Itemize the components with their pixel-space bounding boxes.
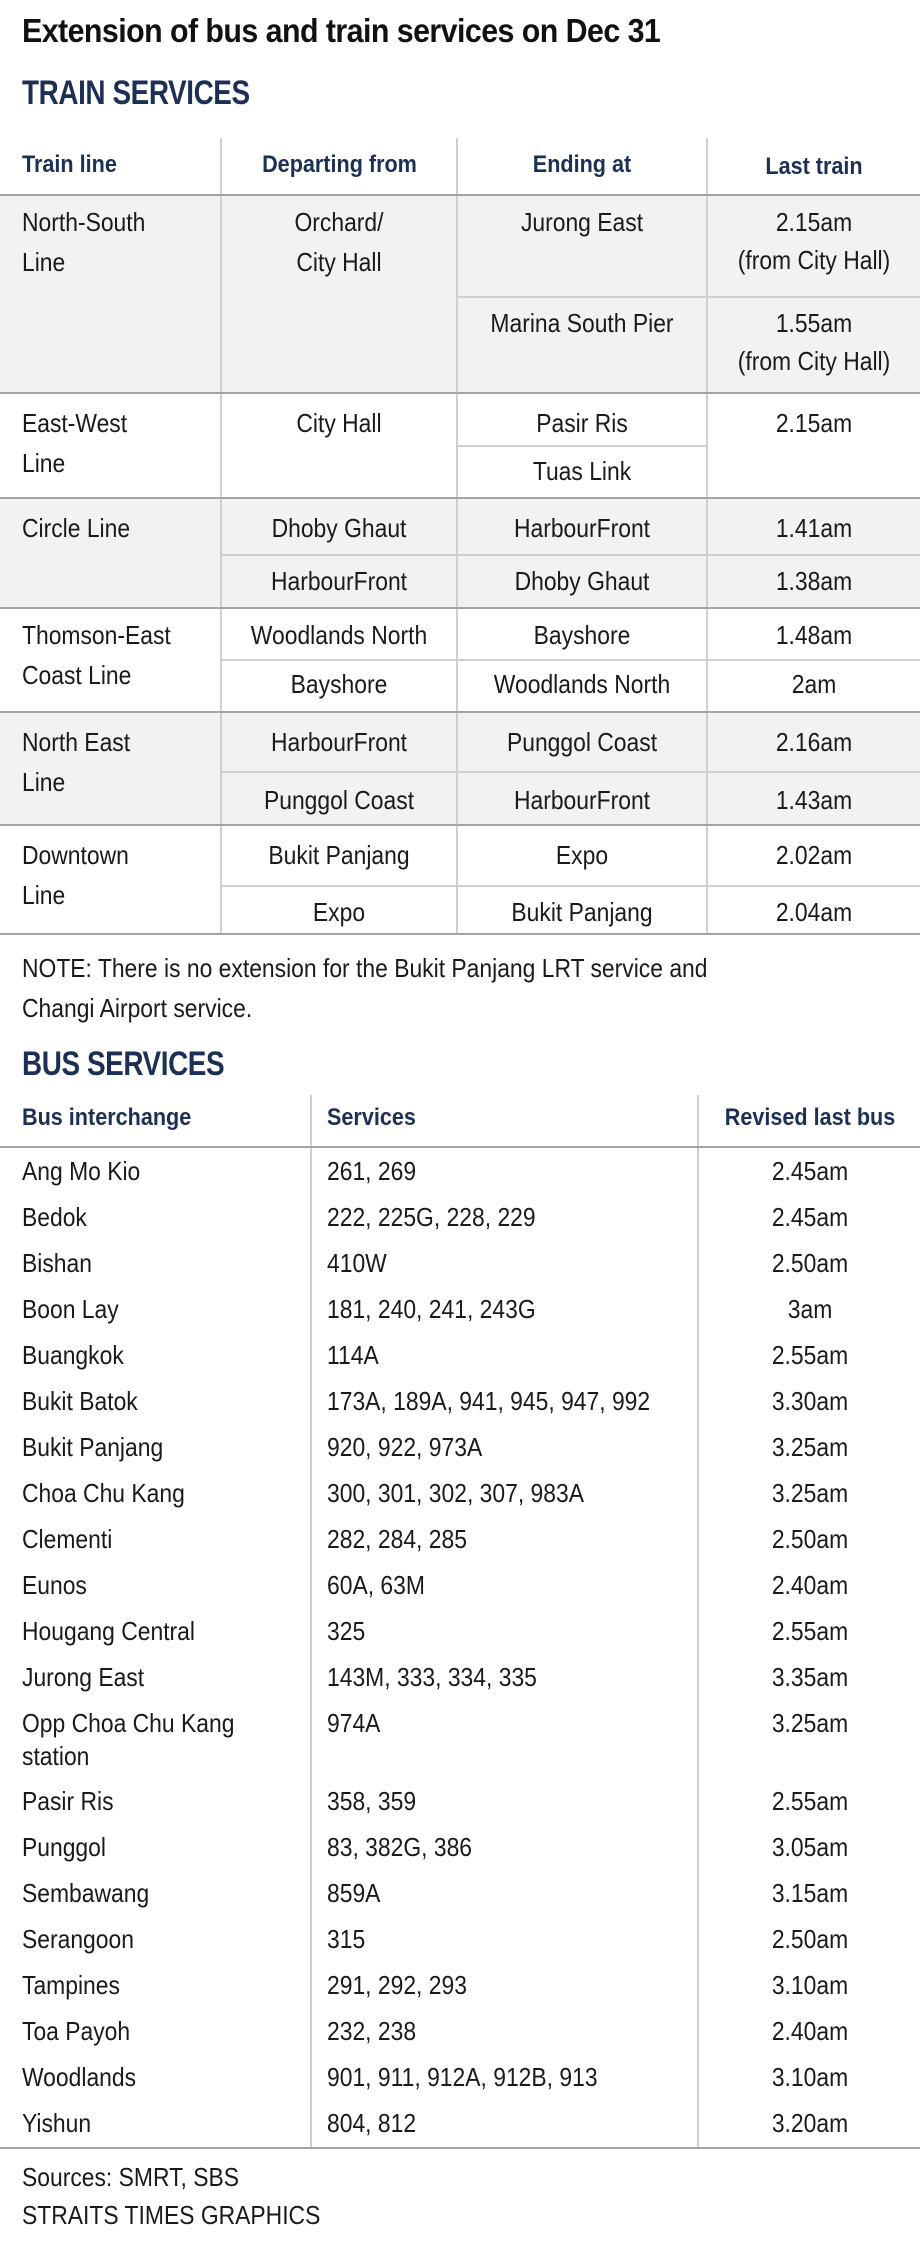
sub-rule bbox=[221, 771, 920, 773]
bus-services: 315 bbox=[327, 1924, 366, 1954]
revised-last-bus: 3.15am bbox=[771, 1878, 849, 1908]
bus-interchange: Bishan bbox=[22, 1248, 92, 1278]
bus-interchange: Boon Lay bbox=[22, 1294, 119, 1324]
bus-interchange: Tampines bbox=[22, 1970, 120, 2000]
last-train-note: (from City Hall) bbox=[737, 245, 891, 275]
revised-last-bus: 2.50am bbox=[771, 1248, 849, 1278]
bus-services: 325 bbox=[327, 1616, 366, 1646]
bus-interchange: Ang Mo Kio bbox=[22, 1156, 141, 1186]
bus-interchange: Choa Chu Kang bbox=[22, 1478, 185, 1508]
bus-services: 291, 292, 293 bbox=[327, 1970, 467, 2000]
train-line-name: Circle Line bbox=[22, 513, 131, 543]
revised-last-bus: 2.55am bbox=[771, 1616, 849, 1646]
bus-interchange: Punggol bbox=[22, 1832, 106, 1862]
ending-at: Bukit Panjang bbox=[511, 897, 653, 927]
revised-last-bus: 2.55am bbox=[771, 1786, 849, 1816]
revised-last-bus: 3.30am bbox=[771, 1386, 849, 1416]
header-rule bbox=[0, 194, 920, 196]
revised-last-bus: 3.35am bbox=[771, 1662, 849, 1692]
train-line-name: Line bbox=[22, 448, 66, 478]
sub-rule bbox=[457, 445, 706, 447]
train-note: Changi Airport service. bbox=[22, 993, 253, 1023]
train-line-name: Line bbox=[22, 247, 66, 277]
header-last-train: Last train bbox=[765, 153, 863, 180]
group-rule bbox=[0, 824, 920, 826]
bus-services: 261, 269 bbox=[327, 1156, 417, 1186]
bus-services: 410W bbox=[327, 1248, 387, 1278]
train-line-name: Downtown bbox=[22, 840, 129, 870]
revised-last-bus: 3.25am bbox=[771, 1432, 849, 1462]
revised-last-bus: 3am bbox=[787, 1294, 833, 1324]
bus-interchange: Toa Payoh bbox=[22, 2016, 131, 2046]
ending-at: HarbourFront bbox=[513, 513, 651, 543]
departing-from: HarbourFront bbox=[270, 566, 408, 596]
departing-from: HarbourFront bbox=[270, 727, 408, 757]
group-rule bbox=[0, 392, 920, 394]
sources: Sources: SMRT, SBS bbox=[22, 2162, 240, 2192]
bus-interchange: Serangoon bbox=[22, 1924, 134, 1954]
revised-last-bus: 2.50am bbox=[771, 1924, 849, 1954]
revised-last-bus: 3.25am bbox=[771, 1478, 849, 1508]
ending-at: Expo bbox=[555, 840, 609, 870]
col-divider bbox=[697, 1095, 699, 2148]
departing-from: Punggol Coast bbox=[263, 785, 415, 815]
bus-services: 181, 240, 241, 243G bbox=[327, 1294, 536, 1324]
bus-interchange: station bbox=[22, 1741, 90, 1771]
last-train: 1.55am bbox=[775, 308, 853, 338]
departing-from: Expo bbox=[312, 897, 366, 927]
revised-last-bus: 2.40am bbox=[771, 2016, 849, 2046]
group-rule bbox=[0, 497, 920, 499]
last-train: 2am bbox=[791, 669, 837, 699]
revised-last-bus: 3.05am bbox=[771, 1832, 849, 1862]
bus-interchange: Bukit Batok bbox=[22, 1386, 138, 1416]
col-divider bbox=[706, 138, 708, 935]
bus-services: 859A bbox=[327, 1878, 381, 1908]
bus-services: 143M, 333, 334, 335 bbox=[327, 1662, 537, 1692]
header-services: Services bbox=[327, 1104, 416, 1131]
bus-services: 83, 382G, 386 bbox=[327, 1832, 473, 1862]
bus-services: 114A bbox=[327, 1340, 379, 1370]
last-train: 2.15am bbox=[775, 207, 853, 237]
bus-services: 804, 812 bbox=[327, 2108, 417, 2138]
train-note: NOTE: There is no extension for the Bukit Panjang LRT service and bbox=[22, 953, 708, 983]
table-bottom-rule bbox=[0, 933, 920, 935]
bus-interchange: Woodlands bbox=[22, 2062, 137, 2092]
bus-services: 901, 911, 912A, 912B, 913 bbox=[327, 2062, 598, 2092]
bus-interchange: Pasir Ris bbox=[22, 1786, 114, 1816]
train-line-name: Thomson-East bbox=[22, 620, 171, 650]
last-train: 2.02am bbox=[775, 840, 853, 870]
ending-at: Tuas Link bbox=[532, 456, 632, 486]
revised-last-bus: 3.10am bbox=[771, 1970, 849, 2000]
bus-interchange: Bedok bbox=[22, 1202, 87, 1232]
credit: STRAITS TIMES GRAPHICS bbox=[22, 2200, 321, 2230]
col-divider bbox=[310, 1095, 312, 2148]
bus-services: 222, 225G, 228, 229 bbox=[327, 1202, 536, 1232]
bus-services: 974A bbox=[327, 1708, 381, 1738]
bus-interchange: Jurong East bbox=[22, 1662, 145, 1692]
bus-interchange: Eunos bbox=[22, 1570, 87, 1600]
ending-at: Pasir Ris bbox=[536, 408, 628, 438]
revised-last-bus: 2.45am bbox=[771, 1156, 849, 1186]
last-train: 2.15am bbox=[775, 408, 853, 438]
header-departing-from: Departing from bbox=[262, 151, 417, 178]
train-line-name: Line bbox=[22, 767, 66, 797]
header-train-line: Train line bbox=[22, 151, 117, 178]
train-line-name: Line bbox=[22, 880, 66, 910]
departing-from: Woodlands North bbox=[250, 620, 428, 650]
train-line-name: North-South bbox=[22, 207, 146, 237]
bus-interchange: Sembawang bbox=[22, 1878, 150, 1908]
departing-from: City Hall bbox=[296, 408, 382, 438]
bus-interchange: Yishun bbox=[22, 2108, 92, 2138]
revised-last-bus: 3.25am bbox=[771, 1708, 849, 1738]
train-line-name: Coast Line bbox=[22, 660, 132, 690]
revised-last-bus: 2.40am bbox=[771, 1570, 849, 1600]
last-train: 2.16am bbox=[775, 727, 853, 757]
departing-from: Bayshore bbox=[290, 669, 388, 699]
train-line-name: North East bbox=[22, 727, 131, 757]
bus-services: 920, 922, 973A bbox=[327, 1432, 483, 1462]
departing-from: Dhoby Ghaut bbox=[271, 513, 407, 543]
table-bottom-rule bbox=[0, 2147, 920, 2149]
bus-interchange: Hougang Central bbox=[22, 1616, 195, 1646]
ending-at: HarbourFront bbox=[513, 785, 651, 815]
revised-last-bus: 3.20am bbox=[771, 2108, 849, 2138]
header-revised-last-bus: Revised last bus bbox=[724, 1104, 896, 1131]
last-train: 2.04am bbox=[775, 897, 853, 927]
departing-from: Bukit Panjang bbox=[268, 840, 410, 870]
bus-services: 173A, 189A, 941, 945, 947, 992 bbox=[327, 1386, 651, 1416]
bus-services: 232, 238 bbox=[327, 2016, 417, 2046]
sub-rule bbox=[457, 296, 920, 298]
bus-interchange: Opp Choa Chu Kang bbox=[22, 1708, 235, 1738]
bus-services: 60A, 63M bbox=[327, 1570, 425, 1600]
bus-interchange: Bukit Panjang bbox=[22, 1432, 164, 1462]
bus-services: 358, 359 bbox=[327, 1786, 417, 1816]
revised-last-bus: 2.50am bbox=[771, 1524, 849, 1554]
sub-rule bbox=[221, 554, 920, 556]
last-train: 1.48am bbox=[775, 620, 853, 650]
train-section-title: TRAIN SERVICES bbox=[22, 74, 250, 112]
bus-interchange: Buangkok bbox=[22, 1340, 124, 1370]
last-train: 1.41am bbox=[775, 513, 853, 543]
bus-services: 282, 284, 285 bbox=[327, 1524, 467, 1554]
ending-at: Punggol Coast bbox=[506, 727, 658, 757]
last-train: 1.38am bbox=[775, 566, 853, 596]
revised-last-bus: 2.55am bbox=[771, 1340, 849, 1370]
last-train-note: (from City Hall) bbox=[737, 346, 891, 376]
header-ending-at: Ending at bbox=[532, 151, 632, 178]
ending-at: Bayshore bbox=[533, 620, 631, 650]
bus-section-title: BUS SERVICES bbox=[22, 1045, 225, 1083]
group-rule bbox=[0, 711, 920, 713]
sub-rule bbox=[221, 885, 920, 887]
bus-services: 300, 301, 302, 307, 983A bbox=[327, 1478, 584, 1508]
col-divider bbox=[456, 138, 458, 935]
header-bus-interchange: Bus interchange bbox=[22, 1104, 192, 1131]
departing-from: City Hall bbox=[296, 247, 382, 277]
ending-at: Jurong East bbox=[520, 207, 644, 237]
last-train: 1.43am bbox=[775, 785, 853, 815]
ending-at: Marina South Pier bbox=[490, 308, 674, 338]
group-rule bbox=[0, 607, 920, 609]
train-line-name: East-West bbox=[22, 408, 128, 438]
header-rule bbox=[0, 1146, 920, 1148]
ending-at: Woodlands North bbox=[493, 669, 671, 699]
ending-at: Dhoby Ghaut bbox=[514, 566, 650, 596]
revised-last-bus: 3.10am bbox=[771, 2062, 849, 2092]
revised-last-bus: 2.45am bbox=[771, 1202, 849, 1232]
departing-from: Orchard/ bbox=[294, 207, 384, 237]
col-divider bbox=[220, 138, 222, 935]
bus-interchange: Clementi bbox=[22, 1524, 113, 1554]
sub-rule bbox=[221, 659, 920, 661]
page-title: Extension of bus and train services on Dec 31 bbox=[22, 12, 661, 49]
